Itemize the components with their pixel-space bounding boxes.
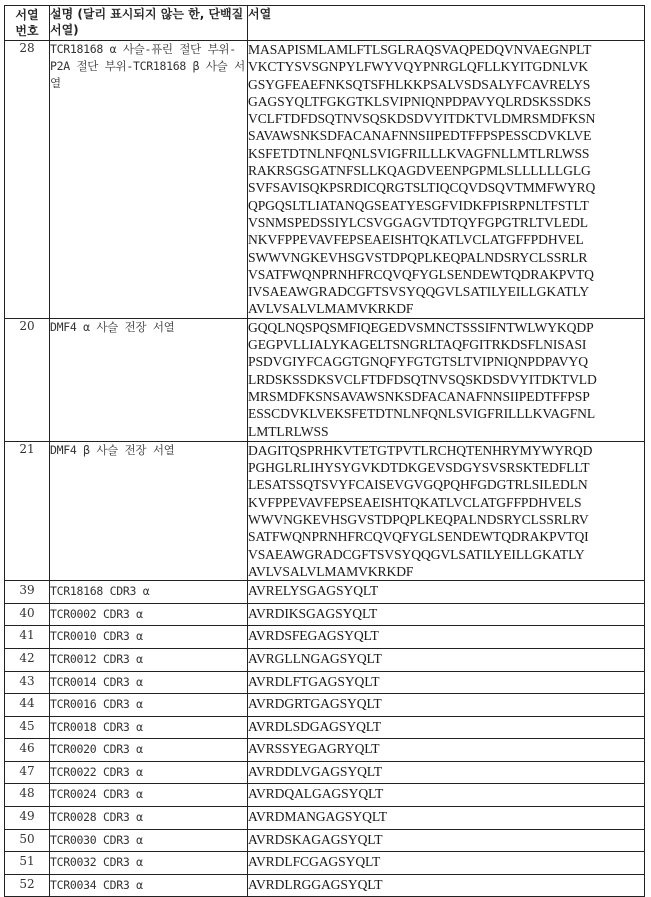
sequence-description: TCR0030 CDR3 α [50, 829, 248, 852]
sequence-number: 43 [5, 671, 50, 694]
sequence-number: 21 [5, 441, 50, 580]
sequence-description: TCR0010 CDR3 α [50, 626, 248, 649]
sequence-description: TCR0018 CDR3 α [50, 716, 248, 739]
sequence-text: AVRDDLVGAGSYQLT [248, 761, 645, 784]
sequence-description: TCR0012 CDR3 α [50, 648, 248, 671]
table-row [5, 874, 645, 897]
sequence-description: TCR18168 CDR3 α [50, 581, 248, 604]
table-row [5, 626, 645, 649]
sequence-description: TCR0024 CDR3 α [50, 784, 248, 807]
table-header-row [5, 6, 645, 41]
header-sequence: 서열 [248, 6, 645, 41]
sequence-number: 28 [5, 41, 50, 319]
sequence-number: 50 [5, 829, 50, 852]
sequence-text: AVRELYSGAGSYQLT [248, 581, 645, 604]
table-row [5, 694, 645, 717]
sequence-text: GQQLNQSPQSMFIQEGEDVSMNCTSSSIFNTWLWYKQDP GEGPVLLIALYKAGELTSNGRLTAQFGITRKDSFLNISASI PSDVGIYFCAGGTGNQFYFGTGTSLTVIPNIQNPDPAVYQ LRDSKSSDKSVCLFTDFDSQTNVSQSKDSDVYITDKTVLD MRSMDFKSNSAVAWSNKSDFACANAFNNSIIPEDTFFPSP ESSCDVKLVEKSFETDTNLNFQNLSVIGFRILLLKVAGFNL LMTLRLWSS [248, 318, 645, 441]
table-row [5, 581, 645, 604]
table-row [5, 603, 645, 626]
sequence-description: TCR0032 CDR3 α [50, 852, 248, 875]
sequence-number: 45 [5, 716, 50, 739]
table-row [5, 784, 645, 807]
sequence-description: DMF4 β 사슬 전장 서열 [50, 441, 248, 580]
sequence-number: 52 [5, 874, 50, 897]
sequence-text: AVRDLFTGAGSYQLT [248, 671, 645, 694]
sequence-number: 51 [5, 852, 50, 875]
sequence-text: AVRGLLNGAGSYQLT [248, 648, 645, 671]
table-row [5, 761, 645, 784]
sequence-number: 42 [5, 648, 50, 671]
sequence-description: TCR0028 CDR3 α [50, 807, 248, 830]
sequence-text: AVRDSFEGAGSYQLT [248, 626, 645, 649]
table-row [5, 739, 645, 762]
sequence-description: TCR0016 CDR3 α [50, 694, 248, 717]
sequence-number: 39 [5, 581, 50, 604]
table-row [5, 829, 645, 852]
sequence-text: MASAPISMLAMLFTLSGLRAQSVAQPEDQVNVAEGNPLT VKCTYSVSGNPYLFWYVQYPNRGLQFLLKYITGDNLVK GSYGFEAEFNKSQTSFHLKKPSALVSDSALYFCAVRELYS GAGSYQLTFGKGTKLSVIPNIQNPDPAVYQLRDSKSSDKS VCLFTDFDSQTNVSQSKDSDVYITDKTVLDMRSMDFKSN SAVAWSNKSDFACANAFNNSIIPEDTFFPSPESSCDVKLVE KSFETDTNLNFQNLSVIGFRILLLKVAGFNLLMTLRLWSS RAKRSGSGATNFSLLKQAGDVEENPGPMLSLLLLLLGLG SVFSAVISQKPSRDICQRGTSLTIQCQVDSQVTMMFWYRQ QPGQSLTLIATANQGSEATYESGFVIDKFPISRPNLTFSTLT VSNMSPEDSSIYLCSVGGAGVTDTQYFGPGTRLTVLEDL NKVFPPEVAVFEPSEAEISHTQKATLVCLATGFFPDHVEL SWWVNGKEVHSGVSTDPQPLKEQPALNDSRYCLSSRLR VSATFWQNPRNHFRCQVQFYGLSENDEWTQDRAKPVTQ IVSAEAWGRADCGFTSVSYQQGVLSATILYEILLGKATLY AVLVSALVLMAMVKRKDF [248, 41, 645, 319]
sequence-description: TCR0014 CDR3 α [50, 671, 248, 694]
header-sequence-number: 서열 번호 [5, 6, 50, 41]
sequence-number: 20 [5, 318, 50, 441]
table-row [5, 441, 645, 580]
sequence-number: 49 [5, 807, 50, 830]
sequence-text: AVRDGRTGAGSYQLT [248, 694, 645, 717]
sequence-text: AVRDLFCGAGSYQLT [248, 852, 645, 875]
sequence-number: 46 [5, 739, 50, 762]
table-row [5, 807, 645, 830]
sequence-number: 44 [5, 694, 50, 717]
sequence-description: TCR0022 CDR3 α [50, 761, 248, 784]
sequence-text: AVRSSYEGAGRYQLT [248, 739, 645, 762]
table-row [5, 318, 645, 441]
sequence-number: 47 [5, 761, 50, 784]
sequence-table [4, 5, 645, 897]
table-row [5, 716, 645, 739]
sequence-description: TCR0034 CDR3 α [50, 874, 248, 897]
header-description: 설명 (달리 표시되지 않는 한, 단백질 서열) [50, 6, 248, 41]
sequence-text: AVRDIKSGAGSYQLT [248, 603, 645, 626]
sequence-number: 41 [5, 626, 50, 649]
table-row [5, 852, 645, 875]
sequence-description: TCR0020 CDR3 α [50, 739, 248, 762]
sequence-text: DAGITQSPRHKVTETGTPVTLRCHQTENHRYMYWYRQD PGHGLRLIHYSYGVKDTDKGEVSDGYSVSRSKTEDFLLT LESATSSQTSVYFCAISEVGVGQPQHFGDGTRLSILEDLN KVFPPEVAVFEPSEAEISHTQKATLVCLATGFFPDHVELS WWVNGKEVHSGVSTDPQPLKEQPALNDSRYCLSSRLRV SATFWQNPRNHFRCQVQFYGLSENDEWTQDRAKPVTQI VSAEAWGRADCGFTSVSYQQGVLSATILYEILLGKATLY AVLVSALVLMAMVKRKDF [248, 441, 645, 580]
sequence-description: TCR0002 CDR3 α [50, 603, 248, 626]
sequence-number: 40 [5, 603, 50, 626]
sequence-text: AVRDLSDGAGSYQLT [248, 716, 645, 739]
sequence-description: TCR18168 α 사슬-퓨린 절단 부위-P2A 절단 부위-TCR18168 β 사슬 서열 [50, 41, 248, 319]
table-row [5, 648, 645, 671]
table-row [5, 671, 645, 694]
sequence-number: 48 [5, 784, 50, 807]
sequence-description: DMF4 α 사슬 전장 서열 [50, 318, 248, 441]
sequence-text: AVRDQALGAGSYQLT [248, 784, 645, 807]
sequence-text: AVRDMANGAGSYQLT [248, 807, 645, 830]
sequence-text: AVRDSKAGAGSYQLT [248, 829, 645, 852]
sequence-text: AVRDLRGGAGSYQLT [248, 874, 645, 897]
table-row [5, 41, 645, 319]
